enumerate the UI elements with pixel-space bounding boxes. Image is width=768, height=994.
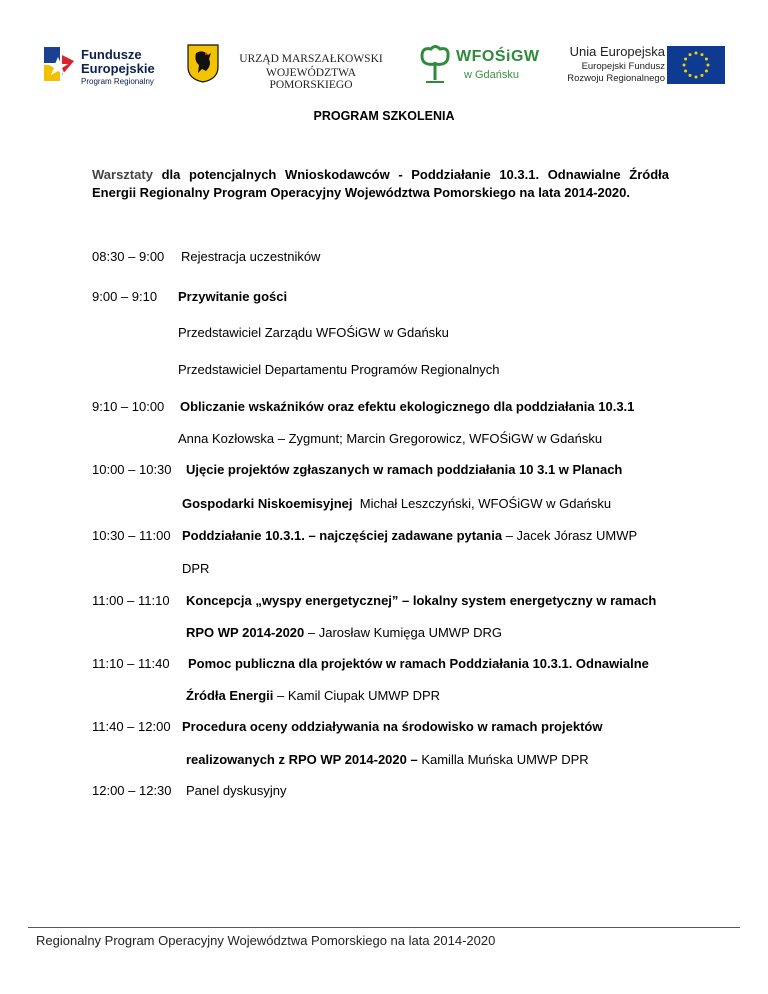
- urzad-line2: WOJEWÓDZTWA POMORSKIEGO: [265, 67, 357, 91]
- wfosigw-logo: [418, 40, 543, 92]
- intro-first-word: Warsztaty: [92, 167, 153, 182]
- agenda-item-bold: Poddziałanie 10.3.1. – najczęściej zadawane pytania: [182, 528, 503, 543]
- urzad-marszalkowski-logo: [186, 40, 396, 92]
- eu-flag-icon: [667, 46, 725, 84]
- agenda-time: 9:10 – 10:00: [92, 399, 165, 414]
- agenda-item: Panel dyskusyjny: [186, 783, 287, 798]
- agenda-time: 10:30 – 11:00: [92, 528, 171, 543]
- agenda-item: Koncepcja „wyspy energetycznej” – lokalny system energetyczny w ramach: [186, 593, 657, 608]
- agenda-sub-bold: RPO WP 2014-2020: [186, 625, 305, 640]
- agenda-time: 11:10 – 11:40: [92, 656, 170, 671]
- agenda-time: 08:30 – 9:00: [92, 249, 165, 264]
- fe-line1: Fundusze: [81, 47, 142, 62]
- header-logos: [0, 40, 768, 92]
- agenda-sub-rest: – Kamil Ciupak UMWP DPR: [277, 688, 441, 703]
- urzad-line1: URZĄD MARSZAŁKOWSKI: [239, 53, 383, 65]
- agenda-item-rest: – Jacek Jórasz UMWP: [505, 528, 638, 543]
- unia-europejska-logo: [560, 40, 735, 92]
- agenda-item: Obliczanie wskaźników oraz efektu ekologicznego dla poddziałania 10.3.1: [180, 399, 635, 414]
- footer-text: Regionalny Program Operacyjny Województwa Pomorskiego na lata 2014-2020: [36, 933, 496, 948]
- agenda-sub: [182, 496, 611, 511]
- fe-line3: Program Regionalny: [81, 77, 154, 86]
- agenda-time: 10:00 – 10:30: [92, 462, 172, 477]
- agenda-sub-rest: Michał Leszczyński, WFOŚiGW w Gdańsku: [359, 496, 612, 511]
- agenda-item: Przywitanie gości: [178, 289, 288, 304]
- fe-star-icon: [40, 45, 76, 85]
- agenda-sub: [186, 625, 502, 640]
- agenda-item: Ujęcie projektów zgłaszanych w ramach poddziałania 10 3.1 w Planach: [186, 462, 623, 477]
- tree-icon: [418, 44, 452, 84]
- agenda-sub: Przedstawiciel Zarządu WFOŚiGW w Gdańsku: [178, 325, 449, 340]
- agenda-item: Pomoc publiczna dla projektów w ramach Poddziałania 10.3.1. Odnawialne: [188, 656, 649, 671]
- footer-divider: [28, 927, 740, 928]
- agenda-sub-bold: Źródła Energii: [186, 688, 274, 703]
- agenda-sub: Anna Kozłowska – Zygmunt; Marcin Gregorowicz, WFOŚiGW w Gdańsku: [178, 431, 603, 446]
- agenda-sub: DPR: [182, 561, 210, 576]
- document-title: PROGRAM SZKOLENIA: [313, 109, 455, 123]
- griffin-crest-icon: [186, 43, 220, 83]
- agenda-sub: [186, 752, 589, 767]
- wfos-line2: w Gdańsku: [464, 69, 520, 81]
- agenda-item: Procedura oceny oddziaływania na środowisko w ramach projektów: [182, 719, 603, 734]
- agenda-sub-rest: – Jarosław Kumięga UMWP DRG: [307, 625, 502, 640]
- intro-text: dla potencjalnych Wnioskodawców - Poddziałanie 10.3.1. Odnawialne Źródła Energii Regionalny Program Operacyjny Województwa Pomorskiego na lata 2014-2020.: [92, 167, 669, 200]
- agenda-sub-rest: Kamilla Muńska UMWP DPR: [421, 752, 589, 767]
- ue-line3: Rozwoju Regionalnego: [567, 73, 665, 84]
- ue-line1: Unia Europejska: [569, 44, 665, 59]
- agenda-item: Rejestracja uczestników: [181, 249, 321, 264]
- agenda-sub: Przedstawiciel Departamentu Programów Regionalnych: [178, 362, 500, 377]
- agenda-item: [182, 528, 637, 543]
- agenda-sub-bold: Gospodarki Niskoemisyjnej: [182, 496, 353, 511]
- fe-line2: Europejskie: [81, 61, 155, 76]
- agenda-sub-bold: realizowanych z RPO WP 2014-2020 –: [186, 752, 418, 767]
- intro-paragraph: [92, 166, 669, 202]
- ue-line2: Europejski Fundusz: [581, 61, 665, 72]
- wfos-line1: WFOŚiGW: [456, 48, 540, 65]
- agenda-time: 11:00 – 11:10: [92, 593, 170, 608]
- fundusze-europejskie-logo: [40, 40, 170, 92]
- agenda-sub: [186, 688, 440, 703]
- agenda-time: 9:00 – 9:10: [92, 289, 158, 304]
- agenda-time: 12:00 – 12:30: [92, 783, 172, 798]
- agenda-time: 11:40 – 12:00: [92, 719, 171, 734]
